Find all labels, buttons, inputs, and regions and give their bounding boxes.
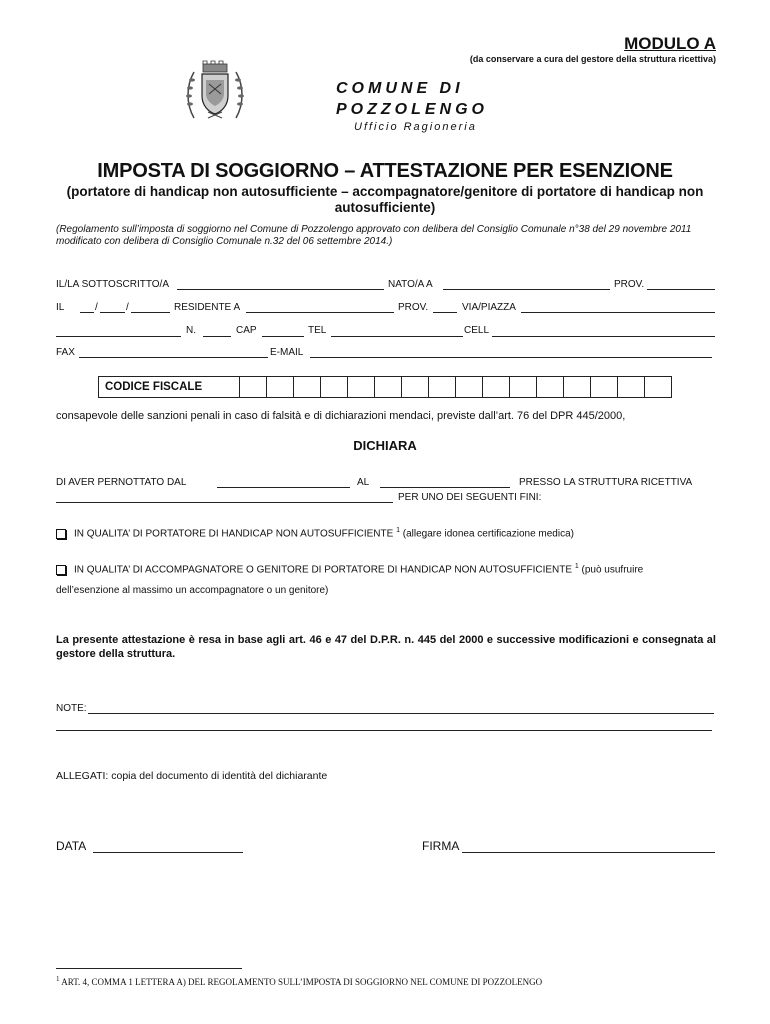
label-sottoscritto: IL/LA SOTTOSCRITTO/A xyxy=(56,279,169,290)
allegati-text: ALLEGATI: copia del documento di identità del dichiarante xyxy=(56,770,328,782)
field-date-to[interactable] xyxy=(380,487,510,488)
label-tel: TEL xyxy=(308,325,327,336)
field-residente[interactable] xyxy=(246,312,394,313)
field-struttura[interactable] xyxy=(56,502,393,503)
option-portatore-note: (allegare idonea certificazione medica) xyxy=(402,528,574,540)
field-address-extra[interactable] xyxy=(56,336,181,337)
option-accompagnatore-label: IN QUALITA’ DI ACCOMPAGNATORE O GENITORE DI PORTATORE DI HANDICAP NON AUTOSUFFICIENTE xyxy=(74,564,573,576)
codice-fiscale-cells xyxy=(240,377,671,397)
label-via: VIA/PIAZZA xyxy=(462,302,516,313)
label-prov-res: PROV. xyxy=(398,302,429,313)
codice-fiscale-cell[interactable] xyxy=(429,377,456,397)
label-fini: PER UNO DEI SEGUENTI FINI: xyxy=(398,492,542,503)
label-fax: FAX xyxy=(56,347,75,358)
regulation-reference: (Regolamento sull’imposta di soggiorno nel Comune di Pozzolengo approvato con delibera del Consiglio Comunale n°38 del 29 novembre 2011 modificato con delibera di Consiglio Comunale n.32 del 06 settembre 2014.) xyxy=(56,224,692,247)
dichiara-heading: DICHIARA xyxy=(353,438,417,453)
codice-fiscale-cell[interactable] xyxy=(456,377,483,397)
label-email: E-MAIL xyxy=(270,347,304,358)
footnote-ref: 1 xyxy=(396,527,400,534)
label-presso: PRESSO LA STRUTTURA RICETTIVA xyxy=(519,477,693,488)
label-pernottato: DI AVER PERNOTTATO DAL xyxy=(56,477,187,488)
label-residente: RESIDENTE A xyxy=(174,302,241,313)
codice-fiscale-box xyxy=(98,376,672,398)
label-nato: NATO/A A xyxy=(388,279,433,290)
document-title: IMPOSTA DI SOGGIORNO – ATTESTAZIONE PER ESENZIONE xyxy=(97,160,673,182)
codice-fiscale-cell[interactable] xyxy=(294,377,321,397)
option-accompagnatore-note-cont: dell’esenzione al massimo un accompagnatore o un genitore) xyxy=(56,585,329,596)
codice-fiscale-cell[interactable] xyxy=(375,377,402,397)
office-name: Ufficio Ragioneria xyxy=(354,121,477,133)
label-prov: PROV. xyxy=(614,279,645,290)
codice-fiscale-cell[interactable] xyxy=(591,377,618,397)
field-firma[interactable] xyxy=(462,852,715,853)
field-n[interactable] xyxy=(203,336,231,337)
field-fax[interactable] xyxy=(79,357,268,358)
label-al: AL xyxy=(357,477,370,488)
field-prov[interactable] xyxy=(647,289,715,290)
field-sottoscritto[interactable] xyxy=(177,289,384,290)
field-data[interactable] xyxy=(93,852,243,853)
label-il: IL xyxy=(56,302,65,313)
codice-fiscale-cell[interactable] xyxy=(618,377,645,397)
field-birth-day[interactable] xyxy=(80,312,94,313)
date-separator: / xyxy=(126,302,129,313)
checkbox-portatore[interactable] xyxy=(56,529,66,539)
codice-fiscale-cell[interactable] xyxy=(537,377,564,397)
option-accompagnatore xyxy=(56,563,643,575)
footnote-text: ART. 4, COMMA 1 LETTERA A) DEL REGOLAMENTO SULL’IMPOSTA DI SOGGIORNO NEL COMUNE DI POZZOLENGO xyxy=(61,977,543,987)
option-accompagnatore-note: (può usufruire xyxy=(581,564,644,576)
codice-fiscale-cell[interactable] xyxy=(402,377,429,397)
codice-fiscale-cell[interactable] xyxy=(321,377,348,397)
field-birth-year[interactable] xyxy=(131,312,170,313)
codice-fiscale-cell[interactable] xyxy=(564,377,591,397)
field-note-line1[interactable] xyxy=(88,713,714,714)
option-portatore xyxy=(56,527,574,539)
codice-fiscale-cell[interactable] xyxy=(483,377,510,397)
codice-fiscale-cell[interactable] xyxy=(510,377,537,397)
field-note-line2[interactable] xyxy=(56,730,712,731)
attestazione-text: La presente attestazione è resa in base agli art. 46 e 47 del D.P.R. n. 445 del 2000 e successive modificazioni e consegnata al gestore della struttura. xyxy=(56,634,716,660)
date-separator: / xyxy=(95,302,98,313)
field-via[interactable] xyxy=(521,312,715,313)
field-prov-res[interactable] xyxy=(433,312,457,313)
municipality-line2: POZZOLENGO xyxy=(336,101,488,118)
consapevole-text: consapevole delle sanzioni penali in caso di falsità e di dichiarazioni mendaci, previste dall’art. 76 del DPR 445/2000, xyxy=(56,410,626,422)
footnote-rule xyxy=(56,968,242,969)
codice-fiscale-cell[interactable] xyxy=(645,377,671,397)
label-cell: CELL xyxy=(464,325,490,336)
field-cell[interactable] xyxy=(492,336,715,337)
option-portatore-label: IN QUALITA’ DI PORTATORE DI HANDICAP NON AUTOSUFFICIENTE xyxy=(74,528,394,540)
municipality-name xyxy=(336,78,488,120)
checkbox-accompagnatore[interactable] xyxy=(56,565,66,575)
label-cap: CAP xyxy=(236,325,257,336)
codice-fiscale-cell[interactable] xyxy=(240,377,267,397)
label-firma: FIRMA xyxy=(422,839,460,853)
municipality-line1: COMUNE DI xyxy=(336,80,464,97)
footnote-number: 1 xyxy=(56,975,60,983)
codice-fiscale-label: CODICE FISCALE xyxy=(99,377,240,397)
field-date-from[interactable] xyxy=(217,487,350,488)
conserv-note: (da conservare a cura del gestore della struttura ricettiva) xyxy=(469,54,716,64)
field-cap[interactable] xyxy=(262,336,304,337)
municipal-crest-icon xyxy=(184,60,246,122)
footnote-ref: 1 xyxy=(574,563,579,570)
field-nato[interactable] xyxy=(443,289,610,290)
codice-fiscale-cell[interactable] xyxy=(267,377,294,397)
field-tel[interactable] xyxy=(331,336,463,337)
label-n: N. xyxy=(186,325,196,336)
label-data: DATA xyxy=(56,839,87,853)
field-email[interactable] xyxy=(310,357,712,358)
form-code: MODULO A xyxy=(624,34,716,53)
codice-fiscale-cell[interactable] xyxy=(348,377,375,397)
footnote xyxy=(56,975,542,987)
field-birth-month[interactable] xyxy=(100,312,125,313)
label-note: NOTE: xyxy=(56,703,87,714)
document-subtitle: (portatore di handicap non autosufficiente – accompagnatore/genitore di portatore di handicap non autosufficiente) xyxy=(66,184,704,215)
